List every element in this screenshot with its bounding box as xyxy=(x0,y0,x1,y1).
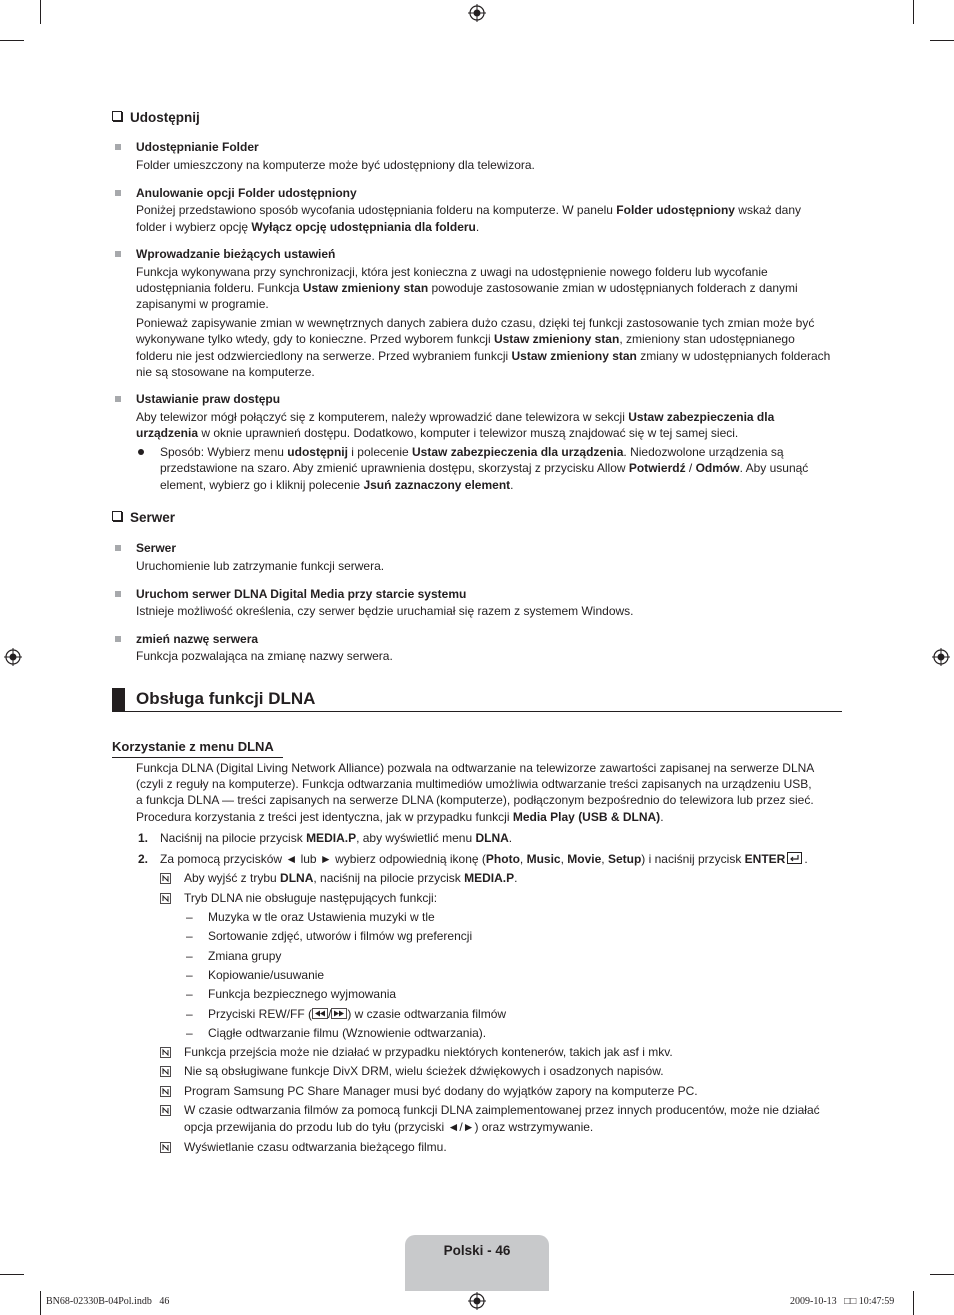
intro-text: Funkcja DLNA (Digital Living Network Alliance) pozwala na odtwarzanie na telewizorze zawartości zapisanej na serwerze DLNA xyxy=(136,761,815,775)
crop-mark xyxy=(40,1291,41,1315)
section-title-server: Serwer xyxy=(112,510,175,526)
list-item: Ciągłe odtwarzanie filmu (Wznowienie odtwarzania). xyxy=(208,1026,487,1040)
print-date: 2009-10-13 □□ 10:47:59 xyxy=(790,1296,895,1307)
list-item: Funkcja bezpiecznego wyjmowania xyxy=(208,987,397,1001)
crop-mark xyxy=(913,1291,914,1315)
crop-mark xyxy=(0,40,24,41)
page-title: Obsługa funkcji DLNA xyxy=(136,689,316,708)
item-body: folderu nie jest odzwierciedlony na serwerze. Przed wybraniem funkcji Ustaw zmieniony stan zmiany w udostępnianych folderach xyxy=(136,349,831,363)
square-bullet-icon xyxy=(115,190,121,196)
note-icon xyxy=(160,873,171,884)
note-text: opcja przewijania do przodu lub do tyłu (przyciski ◄/►) oraz wstrzymywanie. xyxy=(184,1120,594,1134)
item-body: folder i wybierz opcję Wyłącz opcję udostępniania dla folderu. xyxy=(136,220,480,234)
item-heading: Ustawianie praw dostępu xyxy=(136,392,281,406)
note-icon xyxy=(160,1105,171,1116)
note-icon xyxy=(160,1142,171,1153)
registration-mark-icon xyxy=(468,1292,486,1310)
checkbox-square-icon xyxy=(112,511,122,521)
heading-rule xyxy=(112,711,842,712)
note-text: Wyświetlanie czasu odtwarzania bieżącego filmu. xyxy=(184,1140,447,1154)
file-info: BN68-02330B-04Pol.indb 46 xyxy=(46,1296,170,1307)
list-item: Muzyka w tle oraz Ustawienia muzyki w tle xyxy=(208,910,435,924)
dot-bullet-icon xyxy=(138,449,144,455)
list-item: Kopiowanie/usuwanie xyxy=(208,968,325,982)
subtitle: Korzystanie z menu DLNA xyxy=(112,739,274,754)
item-body: Istnieje możliwość określenia, czy serwer będzie uruchamiał się razem z systemem Windows. xyxy=(136,604,634,618)
square-bullet-icon xyxy=(115,636,121,642)
step-text: Naciśnij na pilocie przycisk MEDIA.P, aby wyświetlić menu DLNA. xyxy=(160,831,513,845)
checkbox-square-icon xyxy=(112,111,122,121)
item-body: urządzenia w oknie uprawnień dostępu. Dodatkowo, komputer i telewizor muszą znajdować się w tej samej sieci. xyxy=(136,426,739,440)
list-item: Sortowanie zdjęć, utworów i filmów wg preferencji xyxy=(208,929,473,943)
item-body: nie są stosowane na komputerze. xyxy=(136,365,315,379)
note-icon xyxy=(160,893,171,904)
subtitle-rule xyxy=(112,757,283,758)
note-text: Funkcja przejścia może nie działać w przypadku niektórych kontenerów, takich jak asf i mkv. xyxy=(184,1045,673,1059)
item-body: Aby telewizor mógł połączyć się z komputerem, należy wprowadzić dane telewizora w sekcji Ustaw zabezpieczenia dla xyxy=(136,410,775,424)
crop-mark xyxy=(913,0,914,24)
note-icon xyxy=(160,1047,171,1058)
square-bullet-icon xyxy=(115,591,121,597)
registration-mark-icon xyxy=(4,648,22,666)
item-heading: Udostępnianie Folder xyxy=(136,140,259,154)
fast-forward-icon xyxy=(331,1008,347,1019)
section-title-share: Udostępnij xyxy=(112,110,200,126)
intro-text: Procedura korzystania z treści jest identyczna, jak w przypadku funkcji Media Play (USB & DLNA). xyxy=(136,810,664,824)
dash-bullet: – xyxy=(186,1007,193,1021)
dash-bullet: – xyxy=(186,910,193,924)
item-body: Funkcja wykonywana przy synchronizacji, która jest konieczna z uwagi na udostępnienie nowego folderu lub wycofanie xyxy=(136,265,768,279)
item-body: Funkcja pozwalająca na zmianę nazwy serwera. xyxy=(136,649,393,663)
step-number: 1. xyxy=(138,831,149,845)
crop-mark xyxy=(0,1274,24,1275)
note-text: Tryb DLNA nie obsługuje następujących funkcji: xyxy=(184,891,438,905)
note-icon xyxy=(160,1086,171,1097)
dash-bullet: – xyxy=(186,929,193,943)
note-icon xyxy=(160,1066,171,1077)
dash-bullet: – xyxy=(186,1026,193,1040)
step-number: 2. xyxy=(138,852,149,866)
step-text: Za pomocą przycisków ◄ lub ► wybierz odpowiednią ikonę (Photo, Music, Movie, Setup) i naciśnij przycisk ENTER . xyxy=(160,852,808,866)
item-body: Sposób: Wybierz menu udostępnij i polecenie Ustaw zabezpieczenia dla urządzenia. Niedozwolone urządzenia są xyxy=(160,445,784,459)
registration-mark-icon xyxy=(932,648,950,666)
crop-mark xyxy=(40,0,41,24)
item-body: Uruchomienie lub zatrzymanie funkcji serwera. xyxy=(136,559,385,573)
registration-mark-icon xyxy=(468,4,486,22)
item-body: wykonywane tylko wtedy, gdy to konieczne. Przed wyborem funkcji Ustaw zmieniony stan, zmieniony stan udostępnianego xyxy=(136,332,795,346)
square-bullet-icon xyxy=(115,545,121,551)
item-heading: Wprowadzanie bieżących ustawień xyxy=(136,247,336,261)
dash-bullet: – xyxy=(186,949,193,963)
note-text: Program Samsung PC Share Manager musi być dodany do wyjątków zapory na komputerze PC. xyxy=(184,1084,698,1098)
item-body: Poniżej przedstawiono sposób wycofania udostępniania folderu na komputerze. W panelu Folder udostępniony wskaż dany xyxy=(136,203,801,217)
page-number: Polski - 46 xyxy=(443,1243,511,1258)
heading-bar xyxy=(112,688,125,711)
intro-text: a funkcja DLNA — treści zapisanych na serwerze DLNA (komputerze), podłączonym bezpośrednio do telewizora lub przez sieć. xyxy=(136,793,814,807)
square-bullet-icon xyxy=(115,144,121,150)
item-body: Ponieważ zapisywanie zmian w wewnętrznych danych zabiera dużo czasu, dzięki tej funkcji zastosowanie tych zmian może być xyxy=(136,316,815,330)
square-bullet-icon xyxy=(115,396,121,402)
note-text: W czasie odtwarzania filmów za pomocą funkcji DLNA zaimplementowanej przez innych producentów, może nie działać xyxy=(184,1103,820,1117)
item-body: udostępniania folderu. Funkcja Ustaw zmieniony stan powoduje zastosowanie zmian w udostępnianych folderach z danymi xyxy=(136,281,798,295)
item-body: przedstawione na szaro. Aby zmienić uprawnienia dostępu, skorzystaj z przycisku Allow Potwierdź / Odmów. Aby usunąć xyxy=(160,461,809,475)
crop-mark xyxy=(930,1274,954,1275)
square-bullet-icon xyxy=(115,251,121,257)
item-body: Folder umieszczony na komputerze może być udostępniony dla telewizora. xyxy=(136,158,535,172)
item-heading: Uruchom serwer DLNA Digital Media przy starcie systemu xyxy=(136,587,467,601)
item-heading: Anulowanie opcji Folder udostępniony xyxy=(136,186,357,200)
item-heading: Serwer xyxy=(136,541,177,555)
dash-bullet: – xyxy=(186,987,193,1001)
note-text: Aby wyjść z trybu DLNA, naciśnij na pilocie przycisk MEDIA.P. xyxy=(184,871,518,885)
item-body: zapisanymi w programie. xyxy=(136,297,269,311)
crop-mark xyxy=(930,40,954,41)
list-item: Przyciski REW/FF ( / ) w czasie odtwarzania filmów xyxy=(208,1007,507,1021)
enter-key-icon xyxy=(787,852,804,864)
dash-bullet: – xyxy=(186,968,193,982)
intro-text: (czyli z reguły na komputerze). Funkcja odtwarzania multimediów umożliwia odtwarzanie treści zapisanych na urządzeniu USB, xyxy=(136,777,812,791)
note-text: Nie są obsługiwane funkcje DivX DRM, wielu ścieżek dźwiękowych i osadzonych napisów. xyxy=(184,1064,664,1078)
item-heading: zmień nazwę serwera xyxy=(136,632,259,646)
rewind-icon xyxy=(312,1008,328,1019)
item-body: element, wybierz go i kliknij polecenie Jsuń zaznaczony element. xyxy=(160,478,514,492)
list-item: Zmiana grupy xyxy=(208,949,282,963)
